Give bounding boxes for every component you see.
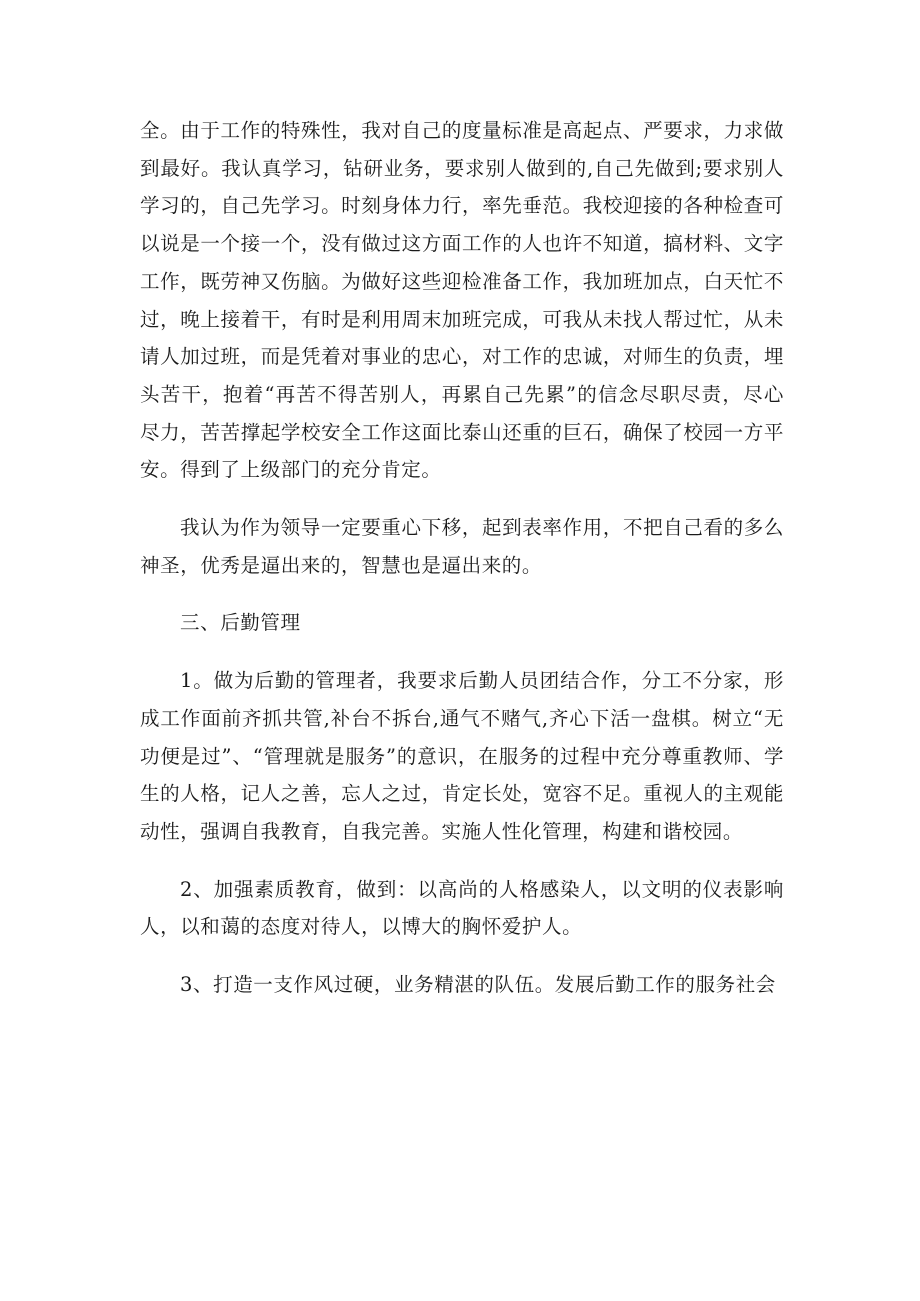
paragraph-leadership: 我认为作为领导一定要重心下移，起到表率作用，不把自己看的多么神圣，优秀是逼出来的，智慧也是逼出来的。	[140, 516, 784, 577]
paragraph-item-2: 2、加强素质教育，做到：以高尚的人格感染人，以文明的仪表影响人，以和蔼的态度对待人，以博大的胸怀爱护人。	[140, 877, 784, 939]
document-body	[140, 112, 784, 1004]
paragraph-continuation: 全。由于工作的特殊性，我对自己的度量标准是高起点、严要求，力求做到最好。我认真学习，钻研业务，要求别人做到的,自己先做到;要求别人学习的，自己先学习。时刻身体力行，率先垂范。我校迎接的各种检查可以说是一个接一个，没有做过这方面工作的人也许不知道，搞材料、文字工作，既劳神又伤脑。为做好这些迎检准备工作，我加班加点，白天忙不过，晚上接着干，有时是利用周末加班完成，可我从未找人帮过忙，从未请人加过班，而是凭着对事业的忠心，对工作的忠诚，对师生的负责，埋头苦干，抱着“再苦不得苦别人，再累自己先累”的信念尽职尽责，尽心尽力，苦苦撑起学校安全工作这面比泰山还重的巨石，确保了校园一方平安。得到了上级部门的充分肯定。	[140, 119, 784, 482]
section-heading-logistics: 三、后勤管理	[180, 611, 301, 635]
paragraph-item-3: 3、打造一支作风过硬，业务精湛的队伍。发展后勤工作的服务社会	[180, 973, 776, 997]
paragraph-item-1: 1。做为后勤的管理者，我要求后勤人员团结合作，分工不分家，形成工作面前齐抓共管,补台不拆台,通气不赌气,齐心下活一盘棋。树立“无功便是过”、“管理就是服务”的意识，在服务的过程中充分尊重教师、学生的人格，记人之善，忘人之过，肯定长处，宽容不足。重视人的主观能动性，强调自我教育，自我完善。实施人性化管理，构建和谐校园。	[140, 669, 784, 843]
